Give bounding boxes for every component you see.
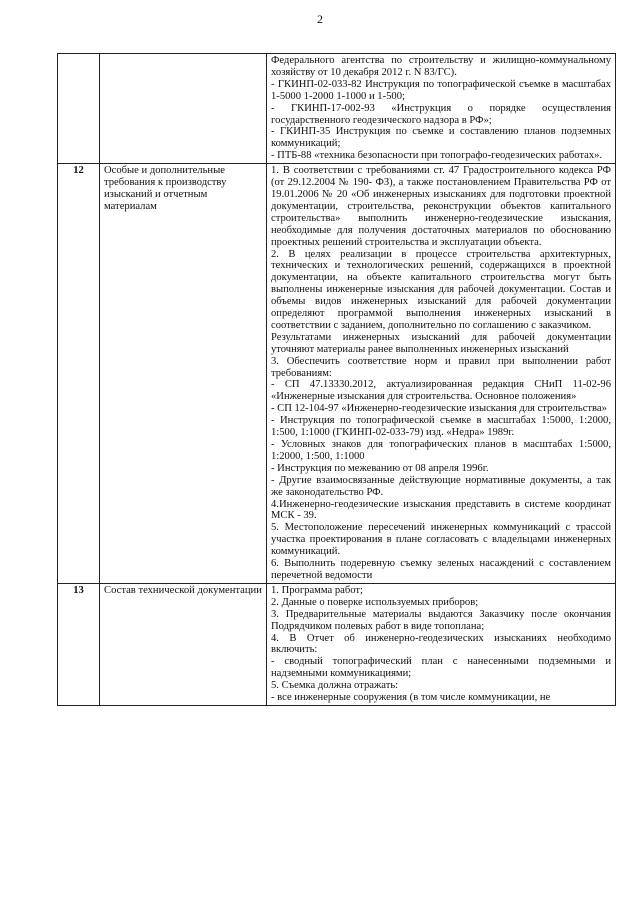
content-line: - Инструкция по топографической съемке в масштабах 1:5000, 1:2000, 1:500, 1:1000 (ГКИНП-02-033-79) изд. «Недра» 1989г. [271,415,611,439]
content-line: 4. В Отчет об инженерно-геодезических изысканиях необходимо включить: [271,632,611,656]
content-line: - ПТБ-88 «техника безопасности при топографо-геодезических работах». [271,150,603,162]
content-line: - ГКИНП-02-033-82 Инструкция по топографической съемке в масштабах 1-5000 1-2000 1-1000 и 1-500; [271,78,611,102]
content-line: 3. Обеспечить соответствие норм и правил при выполнении работ требованиям: [271,355,611,379]
row-content [267,164,616,584]
content-line: - ГКИНП-35 Инструкция по съемке и составлению планов подземных коммуникаций; [271,126,611,150]
content-line: 2. В целях реализации в процессе строительства архитектурных, технических и технологических решений, содержащихся в проектной документации, на объекте капитального строительства могут быть выполнены инженерные изыскания для рабочей документации. Состав и объемы видов инженерных изысканий для рабочей документации определяют программой выполнения инженерных изысканий в соответствии с заданием, дополнительно по соглашению с заказчиком. [271,248,611,331]
table-row [58,583,616,705]
content-line: 3. Предварительные материалы выдаются Заказчику после окончания Подрядчиком полевых работ в виде топоплана; [271,608,611,632]
content-line: 4.Инженерно-геодезические изыскания представить в системе координат МСК - 39. [271,498,611,522]
row-content [267,583,616,705]
table-row [58,164,616,584]
content-line: 1. Программа работ; [271,584,363,596]
requirements-table [57,53,616,706]
content-line: - сводный топографический план с нанесенными подземными и надземными коммуникациями; [271,656,611,680]
row-title: Особые и дополнительные требования к производству изысканий и отчетным материалам [100,164,267,584]
row-number [58,54,100,164]
content-line: - СП 47.13330.2012, актуализированная редакция СНиП 11-02-96 «Инженерные изыскания для строительства. Основное положения» [271,379,611,403]
content-line: 5. Местоположение пересечений инженерных коммуникаций с трассой участка проектирования в плане согласовать с владельцами инженерных коммуникаций. [271,522,611,558]
content-line: - Условных знаков для топографических планов в масштабах 1:5000, 1:2000, 1:500, 1:1000 [271,439,611,462]
content-line: - ГКИНП-17-002-93 «Инструкция о порядке осуществления государственного геодезического надзора в РФ»; [271,102,611,126]
row-content [267,54,616,164]
table-row [58,54,616,164]
content-line: 1. В соответствии с требованиями ст. 47 Градостроительного кодекса РФ (от 29.12.2004 № 190- ФЗ), а также постановлением Правительства РФ от 19.01.2006 № 20 «Об инженерных изысканиях для подготовки проектной документации, строительства, реконструкции объектов капитального строительства» выполнить инженерно-геодезические изыскания, необходимые для получения достаточных материалов по обоснованию проектных решений строительства и эксплуатации объекта. [271,165,611,248]
content-line: 5. Съемка должна отражать: [271,680,399,692]
row-title [100,54,267,164]
page-number: 2 [317,12,323,26]
content-line: - все инженерные сооружения (в том числе коммуникации, не [271,692,551,704]
content-line: 2. Данные о поверке используемых приборов; [271,596,479,608]
row-number: 13 [58,583,100,705]
content-line: 6. Выполнить подеревную съемку зеленых насаждений с составлением перечетной ведомости [271,558,611,581]
content-line: Федерального агентства по строительству и жилищно-коммунальному хозяйству от 10 декабря 2012 г. N 83/ГС). [271,55,611,78]
content-line: - СП 12-104-97 «Инженерно-геодезические изыскания для строительства» [271,403,607,415]
content-line: Результатами инженерных изысканий для рабочей документации уточняют материалы ранее выполненных инженерных изысканий [271,331,611,355]
content-line: - Другие взаимосвязанные действующие нормативные документы, а так же законодательство РФ. [271,474,611,498]
row-number: 12 [58,164,100,584]
content-line: - Инструкция по межеванию от 08 апреля 1996г. [271,462,489,474]
row-title: Состав технической документации [100,583,267,705]
